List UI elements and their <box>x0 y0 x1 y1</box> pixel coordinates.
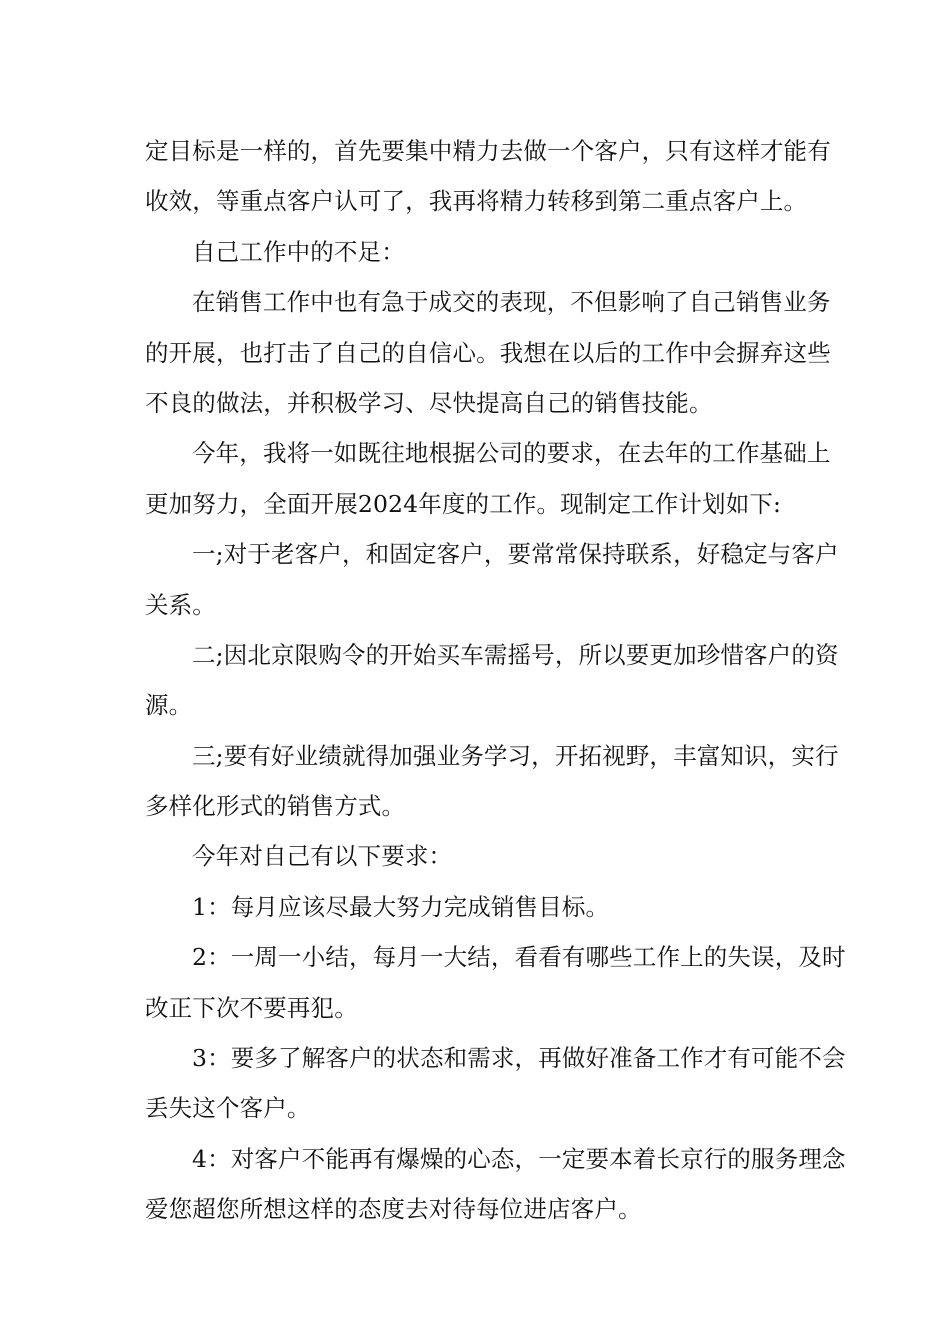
text-line: 今年，我将一如既往地根据公司的要求，在去年的工作基础上 <box>192 439 831 468</box>
requirement-item-continuation: 改正下次不要再犯。 <box>145 993 358 1022</box>
plan-item: 二;因北京限购令的开始买车需摇号，所以要更加珍惜客户的资 <box>192 640 839 669</box>
section-heading: 自己工作中的不足： <box>192 237 405 266</box>
text-line: 在销售工作中也有急于成交的表现，不但影响了自己销售业务 <box>192 288 831 317</box>
requirement-item-continuation: 丢失这个客户。 <box>145 1094 311 1123</box>
requirement-item: 1：每月应该尽最大努力完成销售目标。 <box>192 892 610 921</box>
text-line: 定目标是一样的，首先要集中精力去做一个客户，只有这样才能有 <box>145 137 831 165</box>
text-line: 的开展，也打击了自己的自信心。我想在以后的工作中会摒弃这些 <box>145 338 831 367</box>
requirement-item: 4：对客户不能再有爆燥的心态，一定要本着长京行的服务理念 <box>192 1144 846 1173</box>
document-page <box>145 126 846 1235</box>
plan-item-continuation: 多样化形式的销售方式。 <box>145 792 406 821</box>
requirement-item: 2：一周一小结，每月一大结，看看有哪些工作上的失误，及时 <box>192 943 846 972</box>
text-line: 收效，等重点客户认可了，我再将精力转移到第二重点客户上。 <box>145 187 808 216</box>
section-heading: 今年对自己有以下要求： <box>192 842 453 871</box>
plan-item-continuation: 关系。 <box>145 590 216 619</box>
text-line: 不良的做法，并积极学习、尽快提高自己的销售技能。 <box>145 388 713 417</box>
plan-item: 三;要有好业绩就得加强业务学习，开拓视野，丰富知识，实行 <box>192 741 839 770</box>
plan-item: 一;对于老客户，和固定客户，要常常保持联系，好稳定与客户 <box>192 540 839 569</box>
requirement-item-continuation: 爱您超您所想这样的态度去对待每位进店客户。 <box>145 1195 642 1224</box>
text-line: 更加努力，全面开展2024年度的工作。现制定工作计划如下: <box>145 489 782 518</box>
requirement-item: 3：要多了解客户的状态和需求，再做好准备工作才有可能不会 <box>192 1044 846 1073</box>
plan-item-continuation: 源。 <box>145 691 193 720</box>
